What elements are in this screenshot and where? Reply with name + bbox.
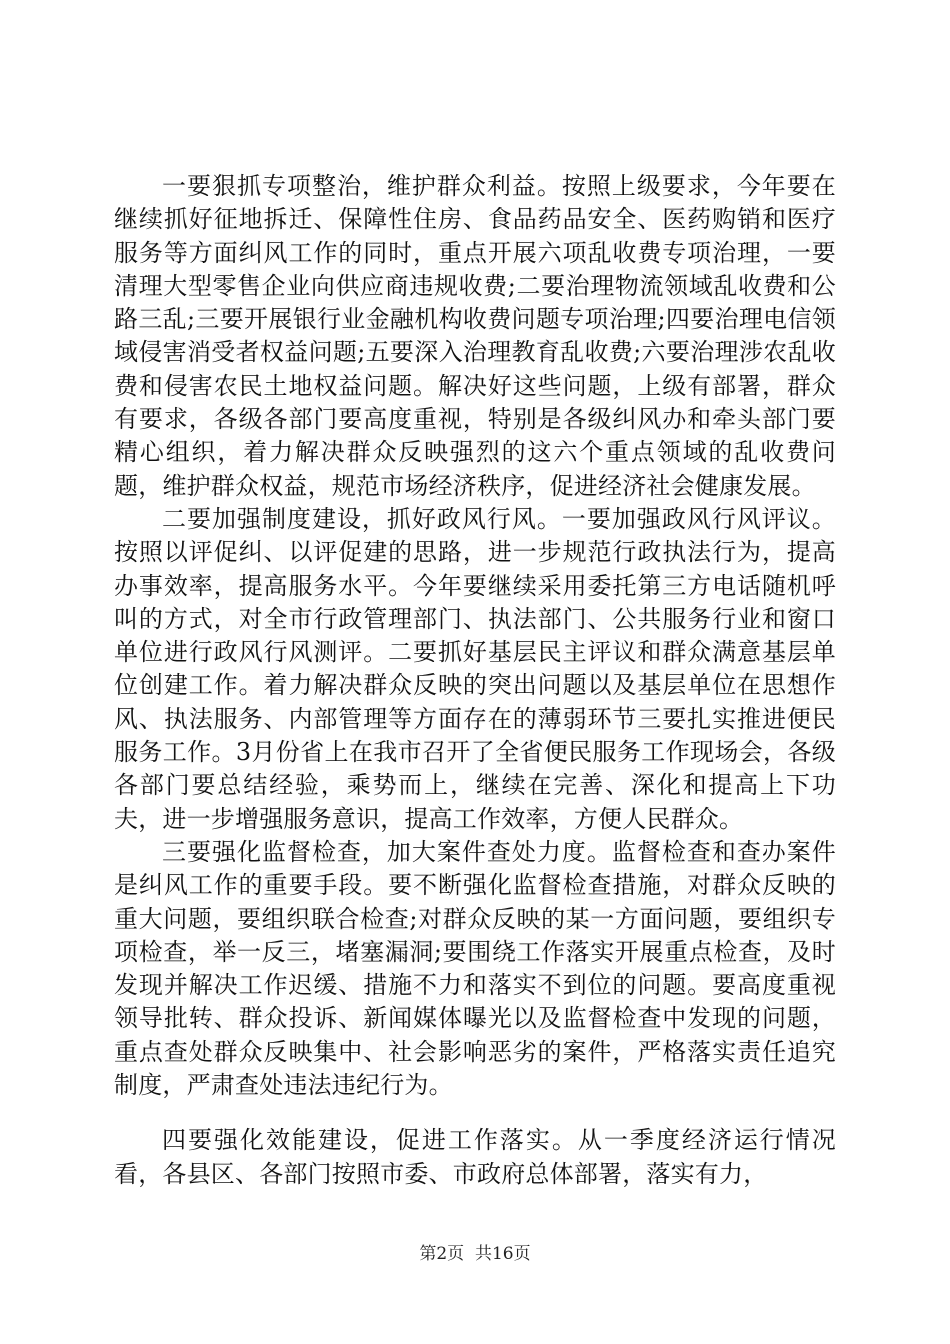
page-number-label: 第2页 共16页 (419, 1244, 531, 1264)
paragraph-special-rectification: 一要狠抓专项整治，维护群众利益。按照上级要求，今年要在继续抓好征地拆迁、保障性住房、食品药品安全、医药购销和医疗服务等方面纠风工作的同时，重点开展六项乱收费专项治理，一要清理大型零售企业向供应商违规收费;二要治理物流领域乱收费和公路三乱;三要开展银行业金融机构收费问题专项治理;四要治理电信领域侵害消受者权益问题;五要深入治理教育乱收费;六要治理涉农乱收费和侵害农民土地权益问题。解决好这些问题，上级有部署，群众有要求，各级各部门要高度重视，特别是各级纠风办和牵头部门要精心组织，着力解决群众反映强烈的这六个重点领域的乱收费问题，维护群众权益，规范市场经济秩序，促进经济社会健康发展。 (114, 172, 836, 500)
paragraph-system-building: 二要加强制度建设，抓好政风行风。一要加强政风行风评议。按照以评促纠、以评促建的思路，进一步规范行政执法行为，提高办事效率，提高服务水平。今年要继续采用委托第三方电话随机呼叫的方式，对全市行政管理部门、执法部门、公共服务行业和窗口单位进行政风行风测评。二要抓好基层民主评议和群众满意基层单位创建工作。着力解决群众反映的突出问题以及基层单位在思想作风、执法服务、内部管理等方面存在的薄弱环节三要扎实推进便民服务工作。3月份省上在我市召开了全省便民服务工作现场会，各级各部门要总结经验，乘势而上，继续在完善、深化和提高上下功夫，进一步增强服务意识，提高工作效率，方便人民群众。 (114, 504, 836, 833)
document-body (114, 170, 836, 1191)
page-footer (0, 1243, 950, 1265)
paragraph-supervision-inspection: 三要强化监督检查，加大案件查处力度。监督检查和查办案件是纠风工作的重要手段。要不断强化监督检查措施，对群众反映的重大问题，要组织联合检查;对群众反映的某一方面问题，要组织专项检查，举一反三，堵塞漏洞;要围绕工作落实开展重点检查，及时发现并解决工作迟缓、措施不力和落实不到位的问题。要高度重视领导批转、群众投诉、新闻媒体曝光以及监督检查中发现的问题，重点查处群众反映集中、社会影响恶劣的案件，严格落实责任追究制度，严肃查处违法违纪行为。 (114, 837, 836, 1100)
paragraph-efficiency-building: 四要强化效能建设，促进工作落实。从一季度经济运行情况看，各县区、各部门按照市委、市政府总体部署，落实有力， (114, 1126, 836, 1188)
